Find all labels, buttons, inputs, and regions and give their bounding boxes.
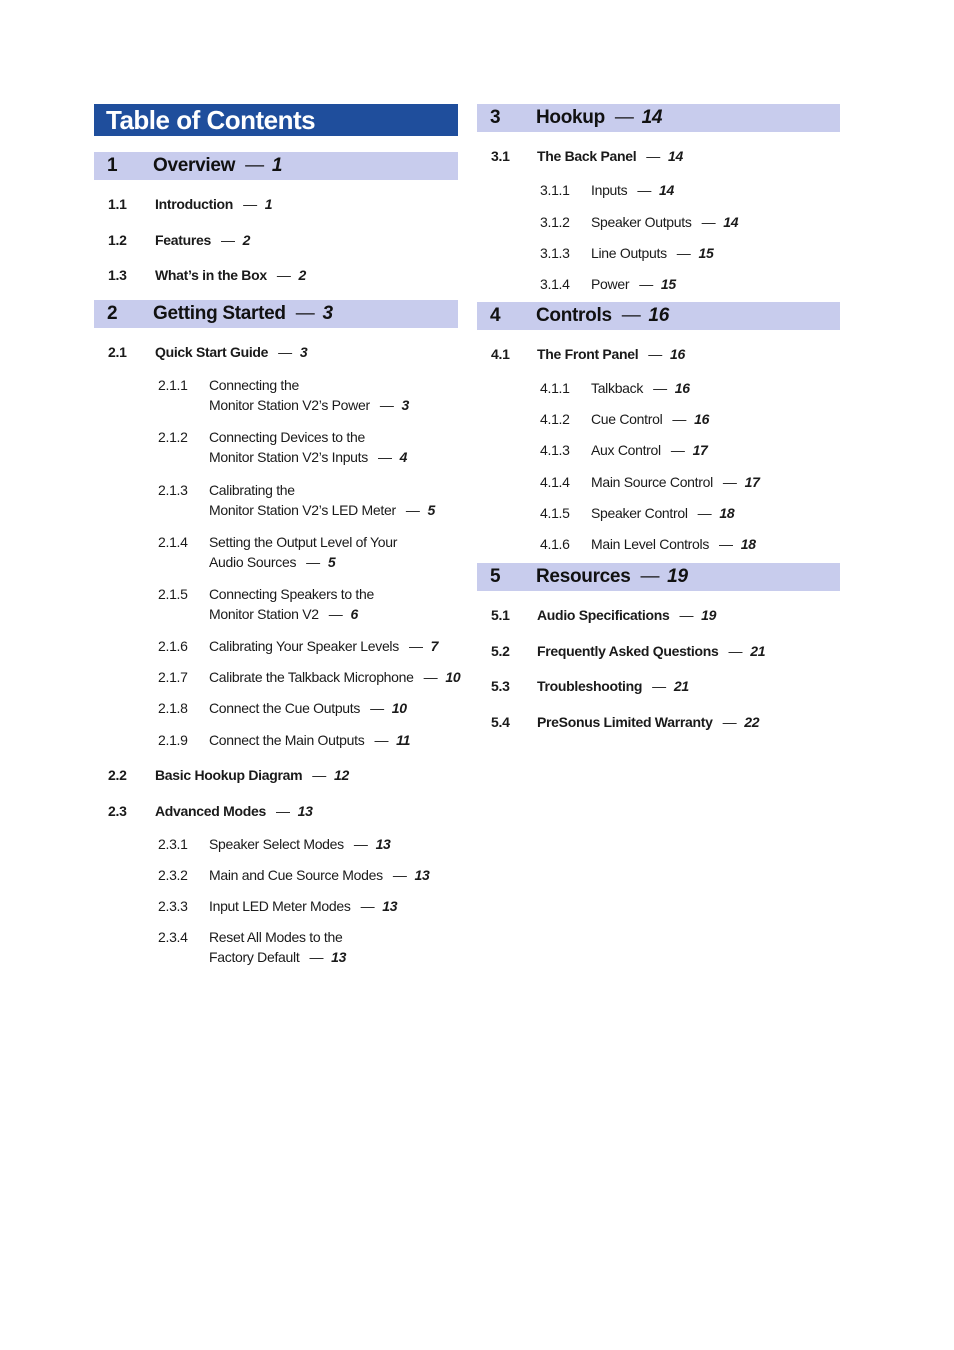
- toc-entry-4-1[interactable]: 4.1 The Front Panel — 16: [491, 346, 685, 362]
- toc-entry-1-2[interactable]: 1.2 Features — 2: [108, 232, 251, 248]
- toc-entry-2-1-4[interactable]: 2.1.4 Setting the Output Level of Your Audio Sources — 5: [158, 534, 398, 570]
- toc-entry-2-1-8[interactable]: 2.1.8 Connect the Cue Outputs — 10: [158, 700, 407, 716]
- toc-entry-5-1[interactable]: 5.1 Audio Specifications — 19: [491, 607, 717, 623]
- section-label: Overview — 1: [153, 155, 283, 176]
- section-number: 4: [490, 305, 501, 326]
- toc-entry-4-1-6[interactable]: 4.1.6 Main Level Controls — 18: [540, 536, 756, 552]
- page-number: 14: [641, 107, 663, 128]
- page-number: 3: [322, 303, 333, 324]
- toc-entry-2-1-7[interactable]: 2.1.7 Calibrate the Talkback Microphone — 10: [158, 669, 461, 685]
- toc-entry-2-1[interactable]: 2.1 Quick Start Guide — 3: [108, 344, 308, 360]
- page-number: 16: [648, 305, 669, 326]
- toc-entry-3-1-1[interactable]: 3.1.1 Inputs — 14: [540, 182, 675, 198]
- section-label: Getting Started — 3: [153, 303, 333, 324]
- toc-entry-3-1[interactable]: 3.1 The Back Panel — 14: [491, 148, 683, 164]
- page-title: Table of Contents: [94, 104, 458, 136]
- section-label: Controls — 16: [536, 305, 669, 326]
- toc-entry-4-1-5[interactable]: 4.1.5 Speaker Control — 18: [540, 505, 735, 521]
- toc-entry-4-1-1[interactable]: 4.1.1 Talkback — 16: [540, 380, 690, 396]
- page-number: 19: [667, 566, 688, 587]
- toc-entry-4-1-4[interactable]: 4.1.4 Main Source Control — 17: [540, 474, 760, 490]
- toc-entry-3-1-3[interactable]: 3.1.3 Line Outputs — 15: [540, 245, 714, 261]
- toc-entry-2-1-9[interactable]: 2.1.9 Connect the Main Outputs — 11: [158, 732, 411, 748]
- toc-entry-2-3-2[interactable]: 2.3.2 Main and Cue Source Modes — 13: [158, 867, 430, 883]
- section-number: 5: [490, 566, 501, 587]
- toc-right-column: [477, 104, 840, 742]
- toc-entry-2-2[interactable]: 2.2 Basic Hookup Diagram — 12: [108, 767, 349, 783]
- toc-entry-5-4[interactable]: 5.4 PreSonus Limited Warranty — 22: [491, 714, 760, 730]
- toc-entry-2-3-1[interactable]: 2.3.1 Speaker Select Modes — 13: [158, 836, 391, 852]
- toc-entry-2-3-4[interactable]: 2.3.4 Reset All Modes to the Factory Default — 13: [158, 929, 347, 965]
- toc-entry-3-1-4[interactable]: 3.1.4 Power — 15: [540, 276, 676, 292]
- section-5-header[interactable]: [477, 563, 840, 591]
- section-number: 1: [107, 155, 118, 176]
- section-4-header[interactable]: [477, 302, 840, 330]
- toc-entry-2-3[interactable]: 2.3 Advanced Modes — 13: [108, 803, 313, 819]
- section-1-header[interactable]: [94, 152, 458, 180]
- section-label: Hookup — 14: [536, 107, 663, 128]
- toc-entry-4-1-3[interactable]: 4.1.3 Aux Control — 17: [540, 442, 708, 458]
- section-number: 2: [107, 303, 118, 324]
- toc-entry-2-1-6[interactable]: 2.1.6 Calibrating Your Speaker Levels — 7: [158, 638, 439, 654]
- section-number: 3: [490, 107, 501, 128]
- toc-entry-5-2[interactable]: 5.2 Frequently Asked Questions — 21: [491, 643, 766, 659]
- toc-entry-2-1-3[interactable]: 2.1.3 Calibrating the Monitor Station V2’s LED Meter — 5: [158, 482, 436, 518]
- toc-entry-3-1-2[interactable]: 3.1.2 Speaker Outputs — 14: [540, 214, 739, 230]
- toc-entry-2-3-3[interactable]: 2.3.3 Input LED Meter Modes — 13: [158, 898, 398, 914]
- toc-title-wrap: [94, 104, 458, 136]
- toc-entry-1-3[interactable]: 1.3 What’s in the Box — 2: [108, 267, 307, 283]
- toc-entry-4-1-2[interactable]: 4.1.2 Cue Control — 16: [540, 411, 710, 427]
- toc-left-column: [94, 104, 461, 969]
- toc-entry-2-1-2[interactable]: 2.1.2 Connecting Devices to the Monitor Station V2’s Inputs — 4: [158, 429, 408, 465]
- toc-entry-2-1-1[interactable]: 2.1.1 Connecting the Monitor Station V2’s Power — 3: [158, 377, 410, 413]
- toc-entry-5-3[interactable]: 5.3 Troubleshooting — 21: [491, 678, 689, 694]
- section-2-header[interactable]: [94, 300, 458, 328]
- section-3-header[interactable]: [477, 104, 840, 132]
- section-label: Resources — 19: [536, 566, 688, 587]
- page-number: 1: [271, 155, 283, 176]
- toc-entry-1-1[interactable]: 1.1 Introduction — 1: [108, 196, 273, 212]
- toc-entry-2-1-5[interactable]: 2.1.5 Connecting Speakers to the Monitor Station V2 — 6: [158, 586, 374, 622]
